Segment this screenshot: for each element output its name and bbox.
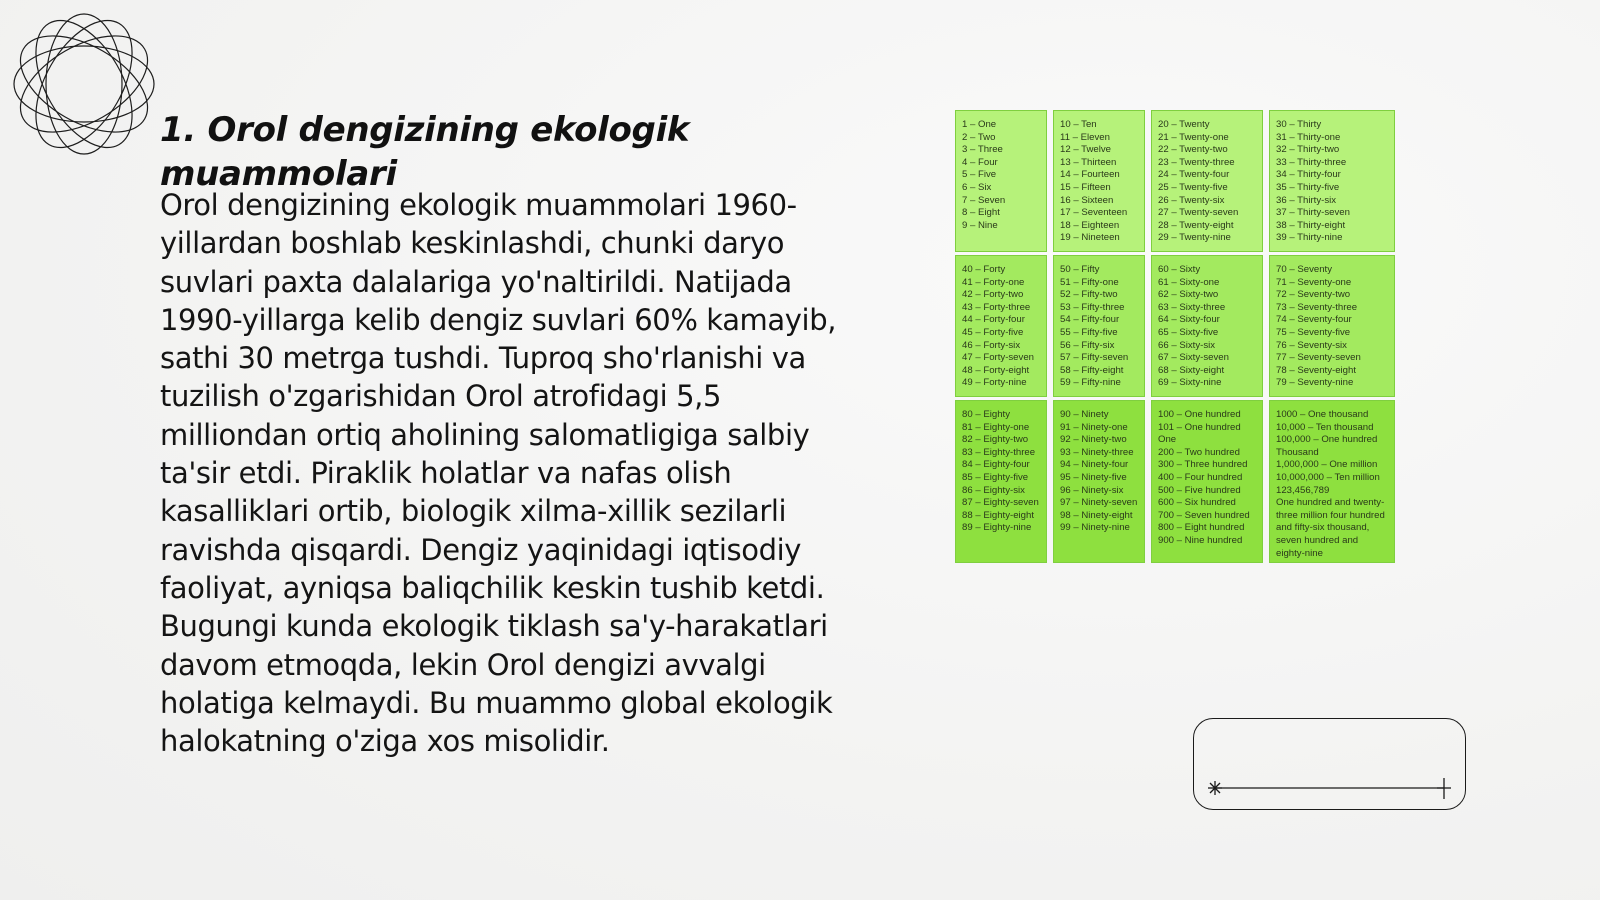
table-cell-line: 7 – Seven [962,194,1006,206]
table-cell-line: 900 – Nine hundred [1158,534,1243,546]
table-cell-line: 60 – Sixty [1158,264,1201,275]
table-cell-line: 19 – Nineteen [1060,232,1120,244]
table-cell-line: 48 – Forty-eight [962,364,1030,376]
table-cell-line: 700 – Seven hundred [1158,509,1250,521]
table-cell-line: 11 – Eleven [1060,131,1110,143]
table-cell-line: 66 – Sixty-six [1158,339,1216,351]
table-cell-line: 83 – Eighty-three [962,446,1036,458]
table-cell-line: 50 – Fifty [1060,264,1100,275]
table-cell-line: 69 – Sixty-nine [1158,377,1222,389]
table-cell-line: 26 – Twenty-six [1158,194,1225,206]
table-cell-line: 97 – Ninety-seven [1060,497,1138,509]
table-cell-line: 10 – Ten [1060,119,1097,130]
table-cell-line: 25 – Twenty-five [1158,181,1228,193]
table-cell-line: 98 – Ninety-eight [1060,509,1133,521]
table-cell-line: 71 – Seventy-one [1276,276,1352,288]
table-cell-line: 81 – Eighty-one [962,421,1030,433]
table-cell-line: 76 – Seventy-six [1276,339,1347,351]
table-cell-line: 96 – Ninety-six [1060,484,1124,496]
table-cell-line: 87 – Eighty-seven [962,497,1039,509]
table-cell-line: 75 – Seventy-five [1276,326,1351,338]
table-cell-line: 61 – Sixty-one [1158,276,1220,288]
table-cell-line: 800 – Eight hundred [1158,522,1245,534]
table-cell [1053,400,1145,563]
table-cell-line: 14 – Fourteen [1060,169,1120,181]
table-cell [955,110,1047,252]
table-cell-line: 49 – Forty-nine [962,377,1027,389]
table-cell-line: 57 – Fifty-seven [1060,352,1129,364]
table-cell-line: 55 – Fifty-five [1060,326,1118,338]
table-cell-line: 22 – Twenty-two [1158,144,1228,156]
table-cell-line: 84 – Eighty-four [962,459,1030,471]
table-cell-line: 70 – Seventy [1276,264,1333,275]
table-cell-line: 43 – Forty-three [962,301,1031,313]
table-cell-line: 35 – Thirty-five [1276,181,1340,193]
slide-paragraph: Orol dengizining ekologik muammolari 1960-yillardan boshlab keskinlashdi, chunki daryo suvlari paxta dalalariga yo'naltirildi. Natijada 1990-yillarga kelib dengiz suvlari 60% kamayib, sathi 30 metrga tushdi. Tuproq sho'rlanishi va tuzilish o'zgarishidan Orol atrofidagi 5,5 milliondan ortiq aholining salomatligiga salbiy ta'sir etdi. Piraklik holatlar va nafas olish kasalliklari ortib, biologik xilma-xillik sezilarli ravishda qisqardi. Dengiz yaqinidagi iqtisodiy faoliyat, ayniqsa baliqchilik keskin tushib ketdi. Bugungi kunda ekologik tiklash sa'y-harakatlari davom etmoqda, lekin Orol dengizi avvalgi holatiga kelmaydi. Bu muammo global ekologik halokatning o'ziga xos misolidir. [160,188,837,759]
table-cell-line: 30 – Thirty [1276,119,1322,130]
table-cell-line: 58 – Fifty-eight [1060,364,1124,376]
table-cell-line: 99 – Ninety-nine [1060,522,1130,534]
table-cell-line: 41 – Forty-one [962,276,1025,288]
table-cell-line: 5 – Five [962,169,997,181]
table-cell-line: 600 – Six hundred [1158,497,1236,509]
table-cell-line: 85 – Eighty-five [962,471,1029,483]
orbital-rings-icon [10,10,158,158]
table-cell-line: 3 – Three [962,144,1003,156]
table-cell-line: 79 – Seventy-nine [1276,377,1354,389]
table-cell-line: 90 – Ninety [1060,409,1109,420]
table-cell-line: 9 – Nine [962,219,998,231]
table-cell-line: 72 – Seventy-two [1276,289,1351,301]
table-cell-line: 31 – Thirty-one [1276,131,1341,143]
table-cell-line: 51 – Fifty-one [1060,276,1119,288]
table-cell-line: 65 – Sixty-five [1158,326,1219,338]
table-cell-line: 47 – Forty-seven [962,352,1034,364]
table-cell-line: 21 – Twenty-one [1158,131,1229,143]
table-cell-line: 100 – One hundred [1158,409,1241,420]
table-cell-line: 100,000 – One hundred Thousand [1276,434,1378,458]
table-cell [1151,110,1263,252]
table-cell-line: 38 – Thirty-eight [1276,219,1346,231]
table-cell-line: 24 – Twenty-four [1158,169,1230,181]
table-cell-line: 67 – Sixty-seven [1158,352,1229,364]
table-cell-line: One hundred and twenty-three million four hundred and fifty-six thousand, seven hundred and eighty-nine [1276,497,1385,559]
table-cell-line: 123,456,789 [1276,484,1330,496]
table-cell-line: 8 – Eight [962,207,1000,219]
table-cell-line: 63 – Sixty-three [1158,301,1226,313]
table-cell-line: 36 – Thirty-six [1276,194,1337,206]
table-cell-line: 53 – Fifty-three [1060,301,1125,313]
table-cell-line: 93 – Ninety-three [1060,446,1134,458]
table-cell-line: 101 – One hundred One [1158,421,1241,446]
plus-cross-icon [1437,778,1451,799]
table-cell-line: 94 – Ninety-four [1060,459,1129,471]
table-cell [1053,255,1145,397]
table-cell-line: 1000 – One thousand [1276,409,1369,420]
table-cell-line: 86 – Eighty-six [962,484,1025,496]
table-cell [1151,400,1263,563]
table-cell-line: 28 – Twenty-eight [1158,219,1234,231]
table-cell-line: 80 – Eighty [962,409,1011,420]
table-cell-line: 400 – Four hundred [1158,471,1243,483]
table-cell [1269,255,1395,397]
table-cell-line: 4 – Four [962,156,998,168]
table-cell-line: 33 – Thirty-three [1276,156,1347,168]
table-cell-line: 91 – Ninety-one [1060,421,1128,433]
table-cell-line: 92 – Ninety-two [1060,434,1127,446]
table-cell [955,255,1047,397]
table-cell [1053,110,1145,252]
table-cell-line: 17 – Seventeen [1060,207,1128,219]
decorative-frame [1193,718,1466,810]
table-cell-line: 29 – Twenty-nine [1158,232,1231,244]
table-cell-line: 1,000,000 – One million [1276,459,1378,471]
table-cell-line: 88 – Eighty-eight [962,509,1034,521]
table-cell-line: 73 – Seventy-three [1276,301,1358,313]
table-cell-line: 89 – Eighty-nine [962,522,1032,534]
table-cell-line: 40 – Forty [962,264,1006,275]
table-cell-line: 12 – Twelve [1060,144,1112,156]
sparkle-icon [1208,781,1222,795]
table-cell-line: 300 – Three hundred [1158,459,1248,471]
table-cell-line: 45 – Forty-five [962,326,1024,338]
table-cell-line: 23 – Twenty-three [1158,156,1235,168]
table-cell-line: 500 – Five hundred [1158,484,1241,496]
table-cell-line: 16 – Sixteen [1060,194,1114,206]
table-cell-line: 95 – Ninety-five [1060,471,1127,483]
table-cell [1269,400,1395,563]
table-cell-line: 46 – Forty-six [962,339,1021,351]
table-cell-line: 54 – Fifty-four [1060,314,1120,326]
table-cell-line: 200 – Two hundred [1158,446,1240,458]
slide-title: 1. Orol dengizining ekologik muammolari [160,110,690,194]
table-cell-line: 1 – One [962,119,997,130]
table-cell-line: 68 – Sixty-eight [1158,364,1225,376]
table-cell-line: 10,000,000 – Ten million [1276,471,1380,483]
table-cell-line: 15 – Fifteen [1060,181,1111,193]
table-cell-line: 56 – Fifty-six [1060,339,1115,351]
table-cell-line: 52 – Fifty-two [1060,289,1118,301]
table-cell-line: 32 – Thirty-two [1276,144,1340,156]
table-cell-line: 13 – Thirteen [1060,156,1117,168]
table-cell-line: 37 – Thirty-seven [1276,207,1350,219]
table-cell-line: 74 – Seventy-four [1276,314,1352,326]
table-cell-line: 34 – Thirty-four [1276,169,1341,181]
table-cell-line: 2 – Two [962,131,996,143]
table-cell-line: 39 – Thirty-nine [1276,232,1343,244]
table-cell [955,400,1047,563]
table-cell [1151,255,1263,397]
table-cell-line: 78 – Seventy-eight [1276,364,1357,376]
table-cell-line: 64 – Sixty-four [1158,314,1220,326]
table-cell-line: 18 – Eighteen [1060,219,1120,231]
table-cell-line: 27 – Twenty-seven [1158,207,1239,219]
table-cell-line: 10,000 – Ten thousand [1276,421,1374,433]
table-cell [1269,110,1395,252]
number-names-table [955,110,1397,563]
table-cell-line: 20 – Twenty [1158,119,1210,130]
table-cell-line: 42 – Forty-two [962,289,1024,301]
table-cell-line: 77 – Seventy-seven [1276,352,1361,364]
table-cell-line: 44 – Forty-four [962,314,1025,326]
table-cell-line: 82 – Eighty-two [962,434,1029,446]
table-cell-line: 59 – Fifty-nine [1060,377,1121,389]
table-cell-line: 62 – Sixty-two [1158,289,1219,301]
table-cell-line: 6 – Six [962,181,992,193]
